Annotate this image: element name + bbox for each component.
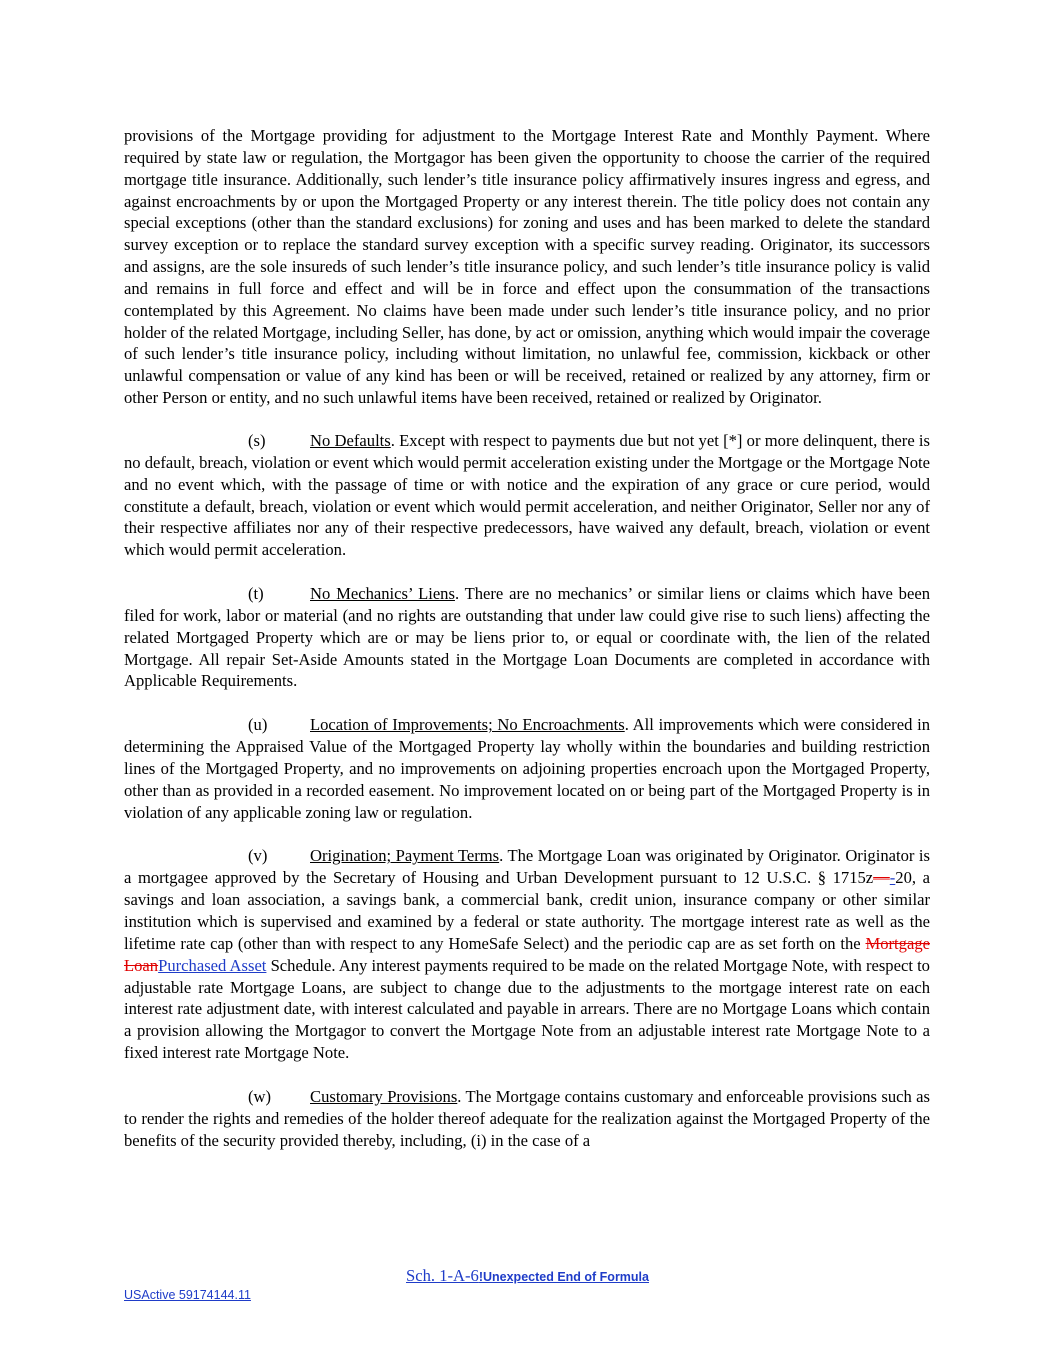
deleted-dash: — [873, 868, 890, 888]
section-number: (u) [248, 715, 268, 735]
section-heading: Location of Improvements; No Encroachments [310, 715, 625, 735]
section-w [124, 1086, 930, 1152]
section-t [124, 583, 930, 692]
section-u [124, 714, 930, 823]
section-number: (s) [248, 430, 266, 450]
document-body [124, 125, 930, 1173]
section-body: . Except with respect to payments due but not yet [*] or more delinquent, there is no default, breach, violation or event which would permit acceleration existing under the Mortgage or the Mortgage Note and no event which, with the passage of time or with notice and the expiration of any grace or cure period, would constitute a default, breach, violation or event which would permit acceleration, and neither Originator, Seller nor any of their respective affiliates nor any of their respective predecessors, have waived any default, breach, violation or event which would permit acceleration. [124, 430, 930, 560]
section-heading: Customary Provisions [310, 1086, 458, 1106]
section-heading: No Defaults [310, 430, 391, 450]
section-number: (w) [248, 1086, 272, 1106]
paragraph-continuation: provisions of the Mortgage providing for adjustment to the Mortgage Interest Rate and Monthly Payment. Where required by state law or regulation, the Mortgagor has been given the opportunity to choose the carrier of the required mortgage title insurance. Additionally, such lender’s title insurance policy affirmatively insures ingress and egress, and against encroachments by or upon the Mortgaged Property or any interest therein. The title policy does not contain any special exceptions (other than the standard exclusions) for zoning and uses and has been marked to delete the standard survey exception or to replace the standard survey exception with a specific survey reading. Originator, its successors and assigns, are the sole insureds of such lender’s title insurance policy, and such lender’s title insurance policy is valid and remains in full force and effect and will be in force and effect upon the consummation of the transactions contemplated by this Agreement. No claims have been made under such lender’s title insurance policy, and no prior holder of the related Mortgage, including Seller, has done, by act or omission, anything which would impair the coverage of such lender’s title insurance policy, including without limitation, no unlawful fee, commission, kickback or other unlawful compensation or value of any kind has been or will be received, retained or realized by any attorney, firm or other Person or entity, and no such unlawful items have been received, retained or realized by Originator. [124, 126, 930, 408]
section-s [124, 430, 930, 561]
section-number: (v) [248, 846, 268, 866]
section-body: . There are no mechanics’ or similar liens or claims which have been filed for work, labor or material (and no rights are outstanding that under law could give rise to such liens) affecting the related Mortgaged Property which are or may be liens prior to, or equal or coordinate with, the lien of the related Mortgage. All repair Set-Aside Amounts stated in the Mortgage Loan Documents are completed in accordance with Applicable Requirements. [124, 584, 930, 691]
document-id: USActive 59174144.11 [124, 1288, 251, 1302]
formula-error-text: !Unexpected End of Formula [478, 1270, 649, 1284]
section-body-part-a: . The Mortgage Loan was originated by Originator. Originator is a mortgagee approved by the Secretary of Housing and Urban Development pursuant to 12 U.S.C. § 1715z [124, 846, 930, 888]
page-footer [0, 1266, 1055, 1286]
section-number: (t) [248, 584, 264, 604]
inserted-dash: - [889, 868, 896, 888]
section-body: . All improvements which were considered in determining the Appraised Value of the Mortgaged Property lay wholly within the boundaries and building restriction lines of the Mortgaged Property, and no improvements on adjoining properties encroach upon the Mortgaged Property, other than as provided in a recorded easement. No improvement located on or being part of the Mortgaged Property is in violation of any applicable zoning law or regulation. [124, 715, 930, 822]
deleted-text: Mortgage Loan [124, 933, 930, 975]
section-body-part-b: 20, a savings and loan association, a savings bank, a commercial bank, credit union, insurance company or other similar institution which is supervised and examined by a federal or state authority. The mortgage interest rate as well as the lifetime rate cap (other than with respect to any HomeSafe Select) and the periodic cap are as set forth on the [124, 868, 930, 953]
section-v [124, 845, 930, 1063]
schedule-page-label: Sch. 1-A-6 [406, 1266, 479, 1285]
section-body: . The Mortgage contains customary and enforceable provisions such as to render the rights and remedies of the holder thereof adequate for the realization against the Mortgaged Property of the benefits of the security provided thereby, including, (i) in the case of a [124, 1086, 930, 1150]
section-heading: No Mechanics’ Liens [310, 584, 455, 604]
inserted-text: Purchased Asset [158, 955, 267, 975]
section-heading: Origination; Payment Terms [310, 846, 500, 866]
section-body-part-c: Schedule. Any interest payments required to be made on the related Mortgage Note, with respect to adjustable rate Mortgage Loans, are subject to change due to the adjustments to the mortgage interest rate on each interest rate adjustment date, with interest calculated and payable in arrears. There are no Mortgage Loans which contain a provision allowing the Mortgagor to convert the Mortgage Note from an adjustable interest rate Mortgage Note to a fixed interest rate Mortgage Note. [124, 955, 930, 1063]
